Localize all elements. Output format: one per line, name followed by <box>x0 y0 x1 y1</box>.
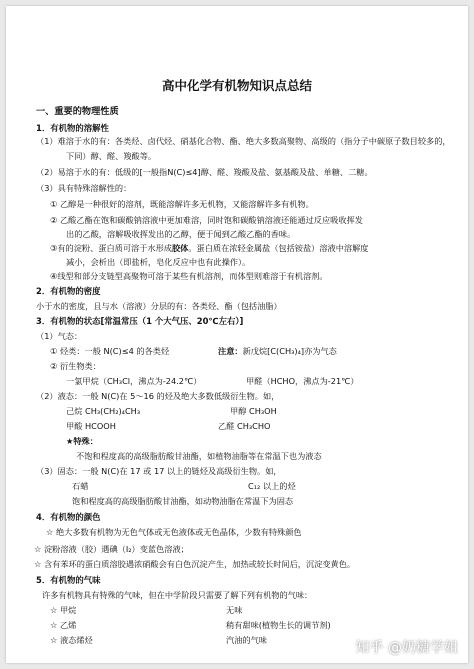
text-line: C₁₂ 以上的烃 <box>248 481 296 491</box>
text-line: ④线型和部分支链型高聚物可溶于某些有机溶剂，而体型则难溶于有机溶剂。 <box>50 271 328 281</box>
note-line <box>218 346 337 357</box>
text-line: 石蜡 <box>72 481 89 491</box>
text-line: 甲醇 CH₃OH <box>230 406 277 416</box>
text-line: 一氯甲烷（CH₃Cl，沸点为-24.2℃） <box>66 376 202 386</box>
text-fragment: 。蛋白质在浓轻金属盐（包括铵盐）溶液中溶解度 <box>188 243 369 253</box>
text-line: 乙醛 CH₃CHO <box>218 421 271 431</box>
bold-term-colloid: 胶体 <box>171 243 189 253</box>
text-line: 稍有甜味(植物生长的调节剂) <box>226 620 331 630</box>
subheading-color: 4．有机物的颜色 <box>36 512 101 522</box>
special-label: ★特殊： <box>66 436 98 446</box>
text-line: （2）易溶于水的有：低级的[一般指N(C)≤4]醇、醛、羧酸及盐、氨基酸及盐、单糖、二糖。 <box>36 167 373 177</box>
text-line: 甲醛（HCHO，沸点为-21℃） <box>246 376 359 386</box>
subheading-solubility: 1．有机物的溶解性 <box>36 123 109 133</box>
text-line <box>50 243 369 254</box>
watermark: 知乎 @奶糖学姐 <box>355 640 458 656</box>
text-line: ☆ 乙烯 <box>50 620 77 630</box>
text-line: 小于水的密度，且与水（溶液）分层的有：各类烃、酯（包括油脂） <box>36 301 282 311</box>
text-line: ☆ 淀粉溶液（胶）遇碘（I₂）变蓝色溶液； <box>34 544 189 554</box>
text-line: 无味 <box>226 605 243 615</box>
text-fragment: ③有的淀粉、蛋白质可溶于水形成 <box>50 243 172 253</box>
text-line: ② 衍生物类： <box>50 361 101 371</box>
text-line: 饱和程度高的高级脂肪酸甘油酯，如动物油脂在常温下为固态 <box>72 496 294 506</box>
text-line: （2）液态：一般 N(C)在 5～16 的烃及绝大多数低级衍生物。如， <box>36 391 280 401</box>
text-line: ② 乙酸乙酯在饱和碳酸钠溶液中更加难溶，同时饱和碳酸钠溶液还能通过反应吸收挥发 <box>50 215 363 225</box>
subheading-state: 3．有机物的状态[常温常压（1 个大气压、20℃左右）] <box>36 316 244 326</box>
text-line: ☆ 含有苯环的蛋白质溶胶遇浓硝酸会有白色沉淀产生，加热或较长时间后，沉淀变黄色。 <box>34 559 356 569</box>
text-line: （3）具有特殊溶解性的： <box>36 183 132 193</box>
note-label: 注意： <box>218 346 243 356</box>
text-line: ☆ 甲烷 <box>50 605 77 615</box>
text-line: ☆ 液态烯烃 <box>50 635 93 645</box>
page-title: 高中化学有机物知识点总结 <box>161 78 312 93</box>
text-fragment: 新戊烷[C(CH₃)₄]亦为气态 <box>242 346 337 356</box>
text-line: 己烷 CH₃(CH₂)₄CH₃ <box>66 406 141 416</box>
text-line: ① 烃类：一般 N(C)≤4 的各类烃 <box>50 346 170 356</box>
text-line: 减小，会析出（即盐析，皂化反应中也有此操作）。 <box>66 257 251 267</box>
text-line: ① 乙醇是一种很好的溶剂，既能溶解许多无机物，又能溶解许多有机物。 <box>50 199 314 209</box>
text-line: 不饱和程度高的高级脂肪酸甘油酯，如植物油脂等在常温下也为液态 <box>76 451 322 461</box>
text-line: 汽油的气味 <box>226 635 267 645</box>
text-line: （1）难溶于水的有：各类烃、卤代烃、硝基化合物、酯、绝大多数高聚物、高级的（指分子中碳原子数目较多的， <box>36 136 451 146</box>
section-heading-physical-properties: 一、重要的物理性质 <box>36 106 119 117</box>
subheading-odor: 5．有机物的气味 <box>36 575 101 585</box>
text-line: ☆ 绝大多数有机物为无色气体或无色液体或无色晶体，少数有特殊颜色 <box>46 527 302 537</box>
text-line: （1）气态： <box>36 331 83 341</box>
text-line: （3）固态：一般 N(C)在 17 或 17 以上的链烃及高级衍生物。如， <box>36 466 282 476</box>
text-line: 下同）醇、醛、羧酸等。 <box>66 151 157 161</box>
document-page <box>6 6 468 663</box>
text-line: 许多有机物具有特殊的气味，但在中学阶段只需要了解下列有机物的气味： <box>42 590 313 600</box>
subheading-density: 2．有机物的密度 <box>36 286 101 296</box>
text-line: 甲酸 HCOOH <box>66 421 116 431</box>
text-line: 出的乙酸，溶解吸收挥发出的乙醇，便于闻到乙酸乙酯的香味。 <box>66 229 296 239</box>
